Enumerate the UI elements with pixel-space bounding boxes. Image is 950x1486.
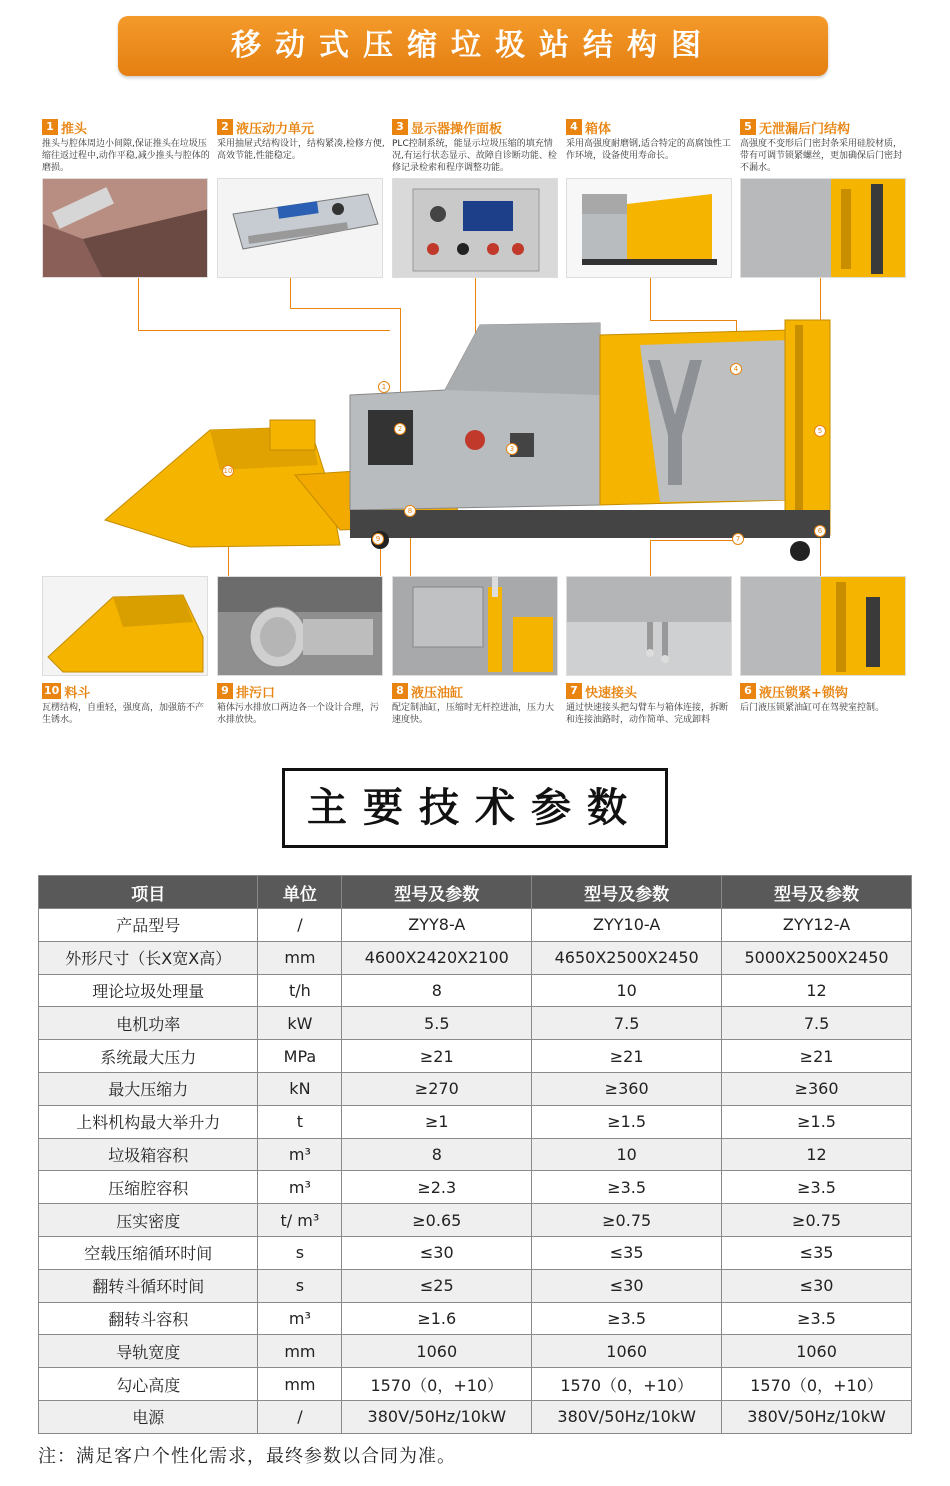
table-cell: 电源 bbox=[39, 1400, 258, 1433]
callout-8: 8 bbox=[404, 505, 416, 517]
feature-number: 2 bbox=[217, 119, 233, 135]
feature-desc: 箱体污水排放口两边各一个设计合理，污水排放快。 bbox=[217, 703, 380, 725]
section-title-specs: 主要技术参数 bbox=[282, 768, 668, 848]
table-cell: 380V/50Hz/10kW bbox=[342, 1400, 532, 1433]
callout-4: 4 bbox=[730, 363, 742, 375]
table-cell: t/h bbox=[258, 974, 342, 1007]
table-cell: / bbox=[258, 1400, 342, 1433]
feature-desc: 配定制油缸，压缩时无杆控进油，压力大速度快。 bbox=[392, 703, 555, 725]
table-row bbox=[39, 1302, 912, 1335]
table-cell: 电机功率 bbox=[39, 1007, 258, 1040]
table-row bbox=[39, 941, 912, 974]
table-cell: ≤35 bbox=[722, 1236, 912, 1269]
photo-hydraulic-lock bbox=[740, 576, 906, 676]
table-cell: 1570（0，+10） bbox=[532, 1368, 722, 1401]
feature-name: 无泄漏后门结构 bbox=[759, 121, 851, 137]
table-cell: ≥1.5 bbox=[722, 1105, 912, 1138]
table-cell: 压缩腔容积 bbox=[39, 1171, 258, 1204]
table-cell: ≥360 bbox=[532, 1072, 722, 1105]
table-cell: 最大压缩力 bbox=[39, 1072, 258, 1105]
table-row bbox=[39, 974, 912, 1007]
connector-line bbox=[290, 308, 400, 309]
column-header: 型号及参数 bbox=[342, 876, 532, 909]
feature-hydraulic-cylinder bbox=[392, 682, 560, 726]
feature-number: 8 bbox=[392, 683, 408, 699]
table-cell: 垃圾箱容积 bbox=[39, 1138, 258, 1171]
table-cell: 8 bbox=[342, 974, 532, 1007]
table-cell: m³ bbox=[258, 1171, 342, 1204]
feature-number: 7 bbox=[566, 683, 582, 699]
table-cell: ≥2.3 bbox=[342, 1171, 532, 1204]
table-cell: t bbox=[258, 1105, 342, 1138]
table-row bbox=[39, 1072, 912, 1105]
table-header-row bbox=[39, 876, 912, 909]
feature-number: 4 bbox=[566, 119, 582, 135]
table-cell: ≤30 bbox=[342, 1236, 532, 1269]
table-cell: 4650X2500X2450 bbox=[532, 941, 722, 974]
feature-push-head bbox=[42, 118, 210, 174]
callout-2: 2 bbox=[394, 423, 406, 435]
table-cell: kN bbox=[258, 1072, 342, 1105]
table-cell: ≥3.5 bbox=[722, 1171, 912, 1204]
table-cell: ≤30 bbox=[532, 1269, 722, 1302]
table-cell: ≥21 bbox=[342, 1040, 532, 1073]
table-cell: / bbox=[258, 909, 342, 942]
feature-number: 1 bbox=[42, 119, 58, 135]
table-cell: 5000X2500X2450 bbox=[722, 941, 912, 974]
table-cell: MPa bbox=[258, 1040, 342, 1073]
table-row bbox=[39, 1236, 912, 1269]
feature-hydraulic-lock bbox=[740, 682, 908, 714]
table-cell: ≤35 bbox=[532, 1236, 722, 1269]
feature-name: 液压动力单元 bbox=[236, 121, 315, 137]
feature-number: 5 bbox=[740, 119, 756, 135]
photo-quick-connector bbox=[566, 576, 732, 676]
photo-hydraulic-unit bbox=[217, 178, 383, 278]
feature-desc: 后门液压锁紧油缸可在驾驶室控制。 bbox=[740, 703, 885, 713]
table-cell: ≥3.5 bbox=[722, 1302, 912, 1335]
table-cell: ZYY12-A bbox=[722, 909, 912, 942]
table-cell: ≥270 bbox=[342, 1072, 532, 1105]
table-cell: ≥3.5 bbox=[532, 1171, 722, 1204]
table-row bbox=[39, 1368, 912, 1401]
table-cell: m³ bbox=[258, 1302, 342, 1335]
photo-box-body bbox=[566, 178, 732, 278]
table-cell: 380V/50Hz/10kW bbox=[722, 1400, 912, 1433]
table-cell: ≤25 bbox=[342, 1269, 532, 1302]
feature-number: 9 bbox=[217, 683, 233, 699]
column-header: 型号及参数 bbox=[532, 876, 722, 909]
table-cell: 12 bbox=[722, 974, 912, 1007]
table-cell: ≥21 bbox=[722, 1040, 912, 1073]
feature-hydraulic-unit bbox=[217, 118, 385, 162]
table-row bbox=[39, 1269, 912, 1302]
table-cell: 勾心高度 bbox=[39, 1368, 258, 1401]
table-cell: 8 bbox=[342, 1138, 532, 1171]
table-cell: ≥0.65 bbox=[342, 1204, 532, 1237]
column-header: 型号及参数 bbox=[722, 876, 912, 909]
feature-number: 10 bbox=[44, 684, 60, 697]
table-cell: mm bbox=[258, 1335, 342, 1368]
spec-table bbox=[38, 875, 912, 1434]
feature-name: 箱体 bbox=[585, 121, 612, 137]
feature-desc: PLC控制系统，能显示垃圾压缩的填充情况,有运行状态显示、故障自诊断功能、检修记录检索和程序调整功能。 bbox=[392, 139, 557, 173]
callout-9: 9 bbox=[372, 533, 384, 545]
feature-name: 液压锁紧+锁钩 bbox=[759, 685, 848, 701]
table-cell: 1570（0，+10） bbox=[722, 1368, 912, 1401]
feature-desc: 瓦楞结构，自重轻，强度高，加强筋不产生锈水。 bbox=[42, 703, 205, 725]
table-cell: ≥1.5 bbox=[532, 1105, 722, 1138]
table-row bbox=[39, 1040, 912, 1073]
feature-desc: 通过快速接头把勾臂车与箱体连接，拆断和连接油路时，动作简单、完成卸料 bbox=[566, 703, 729, 725]
feature-name: 料斗 bbox=[64, 685, 91, 701]
table-row bbox=[39, 1204, 912, 1237]
table-cell: s bbox=[258, 1236, 342, 1269]
table-cell: 导轨宽度 bbox=[39, 1335, 258, 1368]
feature-hopper bbox=[42, 682, 210, 726]
table-row bbox=[39, 1007, 912, 1040]
feature-number: 6 bbox=[740, 683, 756, 699]
table-cell: 10 bbox=[532, 974, 722, 1007]
feature-box-body bbox=[566, 118, 734, 162]
table-cell: ≥360 bbox=[722, 1072, 912, 1105]
table-row bbox=[39, 909, 912, 942]
callout-3: 3 bbox=[506, 443, 518, 455]
table-cell: 1060 bbox=[722, 1335, 912, 1368]
table-cell: kW bbox=[258, 1007, 342, 1040]
table-cell: 空载压缩循环时间 bbox=[39, 1236, 258, 1269]
photo-rear-door bbox=[740, 178, 906, 278]
connector-line bbox=[290, 278, 291, 308]
table-cell: 翻转斗循环时间 bbox=[39, 1269, 258, 1302]
photo-display-panel bbox=[392, 178, 558, 278]
table-cell: 产品型号 bbox=[39, 909, 258, 942]
table-cell: 380V/50Hz/10kW bbox=[532, 1400, 722, 1433]
photo-hydraulic-cylinder bbox=[392, 576, 558, 676]
table-cell: mm bbox=[258, 941, 342, 974]
feature-name: 推头 bbox=[61, 121, 88, 137]
photo-hopper bbox=[42, 576, 208, 676]
table-cell: 4600X2420X2100 bbox=[342, 941, 532, 974]
table-cell: mm bbox=[258, 1368, 342, 1401]
table-cell: ZYY8-A bbox=[342, 909, 532, 942]
table-cell: 外形尺寸（长X宽X高） bbox=[39, 941, 258, 974]
column-header: 项目 bbox=[39, 876, 258, 909]
feature-display-panel bbox=[392, 118, 560, 174]
callout-5: 5 bbox=[814, 425, 826, 437]
table-cell: ≤30 bbox=[722, 1269, 912, 1302]
table-cell: 1060 bbox=[342, 1335, 532, 1368]
table-cell: 7.5 bbox=[722, 1007, 912, 1040]
feature-desc: 采用抽屉式结构设计，结构紧凑,检修方便,高效节能,性能稳定。 bbox=[217, 139, 385, 161]
photo-push-head bbox=[42, 178, 208, 278]
footnote: 注：满足客户个性化需求，最终参数以合同为准。 bbox=[38, 1446, 456, 1467]
table-cell: ≥3.5 bbox=[532, 1302, 722, 1335]
feature-name: 显示器操作面板 bbox=[411, 121, 503, 137]
feature-name: 排污口 bbox=[236, 685, 276, 701]
table-cell: 翻转斗容积 bbox=[39, 1302, 258, 1335]
page-title: 移动式压缩垃圾站结构图 bbox=[118, 16, 828, 76]
feature-rear-door bbox=[740, 118, 908, 174]
table-cell: s bbox=[258, 1269, 342, 1302]
table-cell: 5.5 bbox=[342, 1007, 532, 1040]
feature-name: 快速接头 bbox=[585, 685, 638, 701]
table-cell: m³ bbox=[258, 1138, 342, 1171]
table-row bbox=[39, 1400, 912, 1433]
table-cell: ZYY10-A bbox=[532, 909, 722, 942]
table-cell: 理论垃圾处理量 bbox=[39, 974, 258, 1007]
table-cell: 系统最大压力 bbox=[39, 1040, 258, 1073]
column-header: 单位 bbox=[258, 876, 342, 909]
table-row bbox=[39, 1171, 912, 1204]
table-cell: ≥1 bbox=[342, 1105, 532, 1138]
feature-desc: 推头与腔体周边小间隙,保证推头在垃圾压缩往返过程中,动作平稳,减少推头与腔体的磨损。 bbox=[42, 139, 210, 173]
table-cell: 1570（0，+10） bbox=[342, 1368, 532, 1401]
table-cell: ≥21 bbox=[532, 1040, 722, 1073]
feature-number: 3 bbox=[392, 119, 408, 135]
feature-name: 液压油缸 bbox=[411, 685, 464, 701]
callout-6: 6 bbox=[814, 525, 826, 537]
photo-drain-outlet bbox=[217, 576, 383, 676]
connector-line bbox=[650, 278, 651, 320]
feature-drain-outlet bbox=[217, 682, 385, 726]
callout-7: 7 bbox=[732, 533, 744, 545]
table-cell: 上料机构最大举升力 bbox=[39, 1105, 258, 1138]
feature-desc: 采用高强度耐磨钢,适合特定的高腐蚀性工作环境，设备使用寿命长。 bbox=[566, 139, 731, 161]
table-cell: 7.5 bbox=[532, 1007, 722, 1040]
feature-quick-connector bbox=[566, 682, 734, 726]
callout-1: 1 bbox=[378, 381, 390, 393]
table-row bbox=[39, 1335, 912, 1368]
table-cell: t/ m³ bbox=[258, 1204, 342, 1237]
compression-station-illustration bbox=[100, 315, 840, 565]
table-cell: 12 bbox=[722, 1138, 912, 1171]
table-cell: 压实密度 bbox=[39, 1204, 258, 1237]
feature-desc: 高强度不变形后门密封条采用硅胶材质，带有可调节锁紧螺丝，更加确保后门密封不漏水。 bbox=[740, 139, 903, 173]
table-cell: 1060 bbox=[532, 1335, 722, 1368]
table-cell: 10 bbox=[532, 1138, 722, 1171]
table-row bbox=[39, 1138, 912, 1171]
table-cell: ≥1.6 bbox=[342, 1302, 532, 1335]
table-row bbox=[39, 1105, 912, 1138]
table-cell: ≥0.75 bbox=[532, 1204, 722, 1237]
callout-10: 10 bbox=[223, 467, 233, 475]
table-cell: ≥0.75 bbox=[722, 1204, 912, 1237]
